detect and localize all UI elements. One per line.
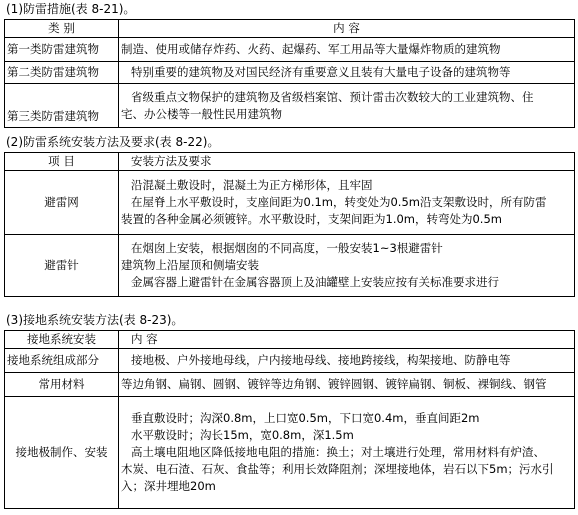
content-line: 省级重点文物保护的建筑物及省级档案馆、预计雷击次数较大的工业建筑物、住: [131, 89, 534, 104]
header-content: 内 容: [119, 20, 575, 38]
section2-heading: (2)防雷系统安装方法及要求(表 8-22)。: [6, 135, 220, 149]
row-label: 避雷网: [5, 171, 119, 235]
table-row: [5, 349, 575, 373]
content-line: 装置的各种金属必须镀锌。水平敷设时，支架间距为1.0m，转弯处为0.5m: [121, 212, 502, 226]
row-label: 接地极制作、安装: [5, 397, 119, 509]
table-header-row: [5, 331, 575, 349]
content-line: 金属容器上避雷针在金属容器顶上及油罐壁上安装应按有关标准要求进行: [131, 275, 499, 289]
content-line: 木炭、电石渣、石灰、食盐等；利用长效降阻剂；深埋接地体，岩石以下5m；污水引: [121, 462, 554, 476]
content-line: 在屋脊上水平敷设时，支座间距为0.1m，转变处为0.5m沿支架敷设时，所有防雷: [131, 195, 547, 209]
section3-heading: (3)接地系统安装方法(表 8-23)。: [6, 313, 184, 327]
content-line: 在烟囱上安装，根据烟囱的不同高度，一般安装1~3根避雷针: [131, 241, 443, 255]
row-content: [119, 397, 575, 509]
table-row: [5, 38, 575, 62]
content-line: 入；深井埋地20m: [121, 479, 216, 493]
content-line: 沿混凝土敷设时，混凝土为正方梯形体，且牢固: [131, 178, 373, 192]
table-8-23: [4, 330, 575, 509]
header-item: 项 目: [5, 153, 119, 171]
table-row: [5, 171, 575, 235]
header-method: 安装方法及要求: [119, 153, 575, 171]
row-content: 特别重要的建筑物及对国民经济有重要意义且装有大量电子设备的建筑物等: [119, 62, 575, 84]
row-content: [119, 235, 575, 297]
header-content: 内 容: [119, 331, 575, 349]
row-label: 第一类防雷建筑物: [5, 38, 119, 62]
row-label: 常用材料: [5, 373, 119, 397]
row-label: 避雷针: [5, 235, 119, 297]
row-content: [119, 84, 575, 128]
row-label: 第三类防雷建筑物: [5, 84, 119, 128]
table-row: [5, 235, 575, 297]
row-content: 等边角钢、扁钢、圆钢、镀锌等边角钢、镀锌圆钢、镀锌扁钢、铜板、裸铜线、钢管: [119, 373, 575, 397]
content-line: 水平敷设时；沟长15m，宽0.8m，深1.5m: [131, 428, 354, 442]
table-header-row: [5, 153, 575, 171]
content-line: 建筑物上沿屋顶和侧墙安装: [121, 258, 259, 272]
content-line: 高土壤电阻地区降低接地电阻的措施：换土；对土壤进行处理，常用材料有炉渣、: [131, 445, 545, 459]
table-row: [5, 397, 575, 509]
row-content: 接地极、户外接地母线，户内接地母线、接地跨接线，构架接地、防静电等: [119, 349, 575, 373]
table-header-row: [5, 20, 575, 38]
row-content: [119, 171, 575, 235]
header-system: 接地系统安装: [5, 331, 119, 349]
row-label: 接地系统组成部分: [5, 349, 119, 373]
table-row: [5, 62, 575, 84]
header-category: 类 别: [5, 20, 119, 38]
section1-heading: (1)防雷措施(表 8-21)。: [6, 2, 136, 16]
table-row: [5, 373, 575, 397]
content-line: 垂直敷设时；沟深0.8m，上口宽0.5m，下口宽0.4m，垂直间距2m: [131, 411, 480, 425]
table-8-22: [4, 152, 575, 297]
table-row: [5, 84, 575, 128]
row-label: 第二类防雷建筑物: [5, 62, 119, 84]
table-8-21: [4, 19, 575, 128]
content-line: 宅、办公楼等一般性民用建筑物: [121, 106, 282, 121]
row-content: 制造、使用或储存炸药、火药、起爆药、军工用品等大量爆炸物质的建筑物: [119, 38, 575, 62]
